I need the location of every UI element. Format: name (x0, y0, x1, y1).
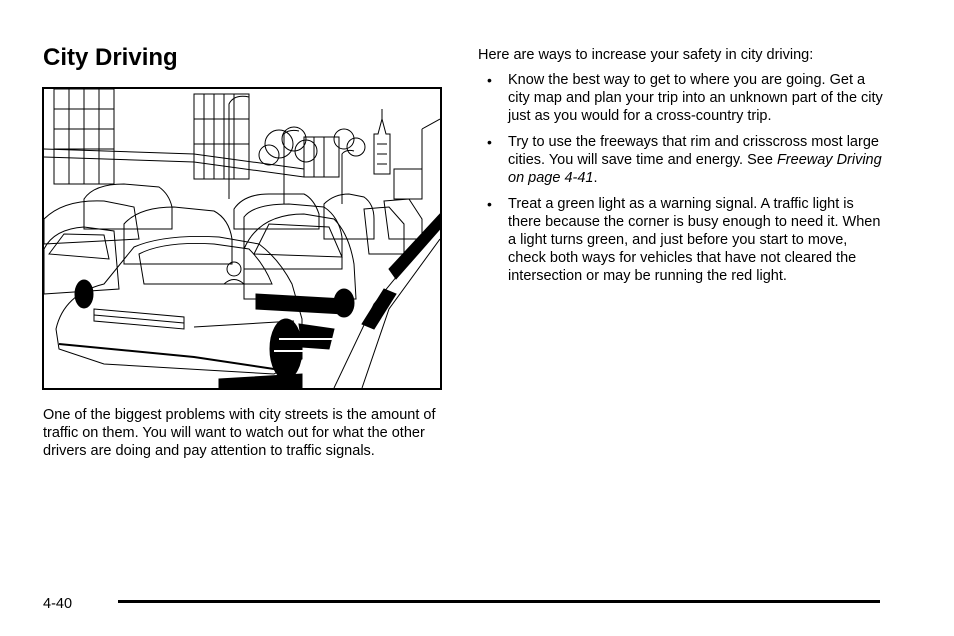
footer-rule (118, 600, 880, 603)
tower-building (374, 109, 390, 174)
safety-intro: Here are ways to increase your safety in city driving: (478, 47, 814, 63)
intro-paragraph: One of the biggest problems with city streets is the amount of traffic on them. You will want to watch out for what the other drivers are doing and pay attention to traffic signals. (43, 407, 436, 459)
page-title: City Driving (43, 44, 178, 71)
city-traffic-drawing (44, 89, 440, 388)
list-item (478, 71, 888, 125)
list-item (478, 195, 888, 285)
list-item (478, 133, 888, 187)
page-number: 4-40 (43, 596, 73, 612)
bullet-text-end: . (593, 170, 598, 186)
building-left (54, 89, 114, 184)
front-car (56, 236, 302, 388)
car-left (44, 227, 119, 308)
city-traffic-illustration (42, 87, 442, 390)
overpass (44, 149, 304, 177)
bullet-text: Treat a green light as a warning signal. A traffic light is there because the corner is busy enough to need it. When a light turns green, and just before you start to move, check both ways for vehicles that have not cleared the intersection or may be running the red light. (508, 196, 881, 284)
building-right (304, 119, 440, 199)
trees (259, 127, 365, 165)
background-cars (44, 184, 422, 269)
safety-tips-list (478, 71, 888, 293)
bullet-icon: • (487, 72, 492, 88)
bullet-icon: • (487, 196, 492, 212)
bullet-icon: • (487, 134, 492, 150)
bullet-text: Try to use the freeways that rim and crisscross most large cities. You will save time and energy. See (508, 134, 879, 168)
cross-reference-link[interactable]: Freeway Driving on page 4-41 (508, 152, 882, 186)
bullet-text: Know the best way to get to where you are going. Get a city map and plan your trip into an unknown part of the city just as you would for a cross-country trip. (508, 72, 883, 124)
